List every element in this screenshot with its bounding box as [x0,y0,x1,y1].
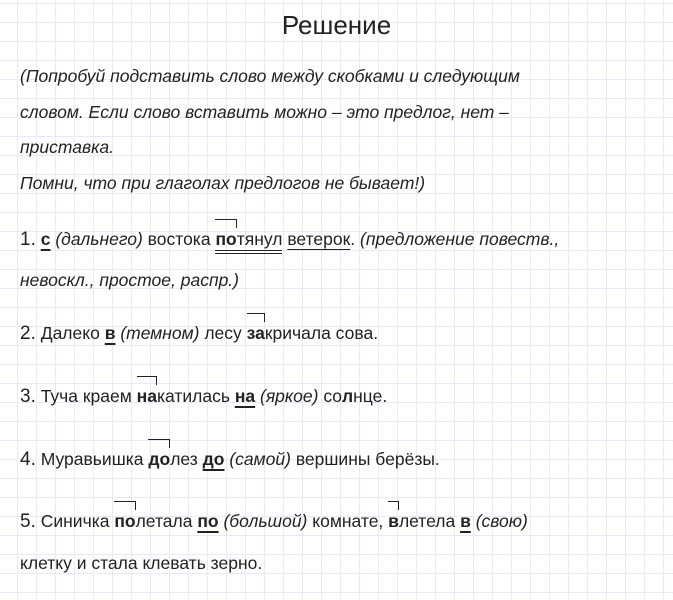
text: Синичка [35,511,115,531]
predicate: тянул [237,229,283,254]
sentence-5-line [20,510,528,533]
text: комнате, [307,511,389,531]
hint-line: приставка. [20,137,114,157]
italic-text: (предложение повеств., [360,229,560,249]
text: катилась [156,386,235,406]
prefix: в [388,511,399,531]
sentence-4-line [20,448,440,471]
hint-line: словом. Если слово вставить можно – это предлог, нет – [20,102,509,122]
sentence-2-line [20,322,378,345]
text: Муравьишка [35,449,149,469]
prefix: на [136,386,157,406]
text: клетку и стала клевать зерно. [20,553,263,573]
prefix: по [215,229,236,254]
prefix: до [148,449,171,469]
text: Туча краем [35,386,137,406]
hint-line: Помни, что при глаголах предлогов не бывает!) [20,173,426,193]
text: нце. [353,386,388,406]
italic-text: (большой) [223,511,308,531]
italic-text: невоскл., простое, распр.) [20,270,239,290]
sentence-number: 1. [20,229,36,250]
hint-line: (Попробуй подставить слово между скобками и следующим [20,66,520,86]
sentence-number: 4. [20,449,36,470]
sentence-3-line [20,385,387,408]
italic-text: (свою) [475,511,528,531]
preposition: с [40,229,51,249]
text: востока [142,229,216,249]
text: летела [398,511,461,531]
preposition: в [460,511,471,531]
text: со [318,386,343,406]
text: летала [135,511,198,531]
sentence-5-line [20,552,262,574]
prefix: по [114,511,136,531]
sentence-number: 5. [20,511,36,532]
text: вершины берёзы. [290,449,440,469]
italic-text: (самой) [229,449,291,469]
text: кричала сова. [264,323,379,343]
bold-letter: л [342,386,354,406]
preposition: до [202,449,225,469]
italic-text: (темном) [120,323,200,343]
sentence-1-line [20,269,239,291]
italic-text: (дальнего) [55,229,143,249]
sentence-1-line [20,228,559,251]
preposition: на [234,386,256,406]
underlined-word: ветерок [287,229,351,249]
preposition: в [104,323,116,343]
text: . [350,229,360,249]
text: Далеко [35,323,105,343]
preposition: по [197,511,219,531]
text: лесу [199,323,247,343]
italic-text: (яркое) [260,386,319,406]
page-title: Решение [281,10,392,40]
prefix: за [246,323,265,343]
text: лез [170,449,203,469]
sentence-number: 3. [20,386,36,407]
sentence-number: 2. [20,323,36,344]
